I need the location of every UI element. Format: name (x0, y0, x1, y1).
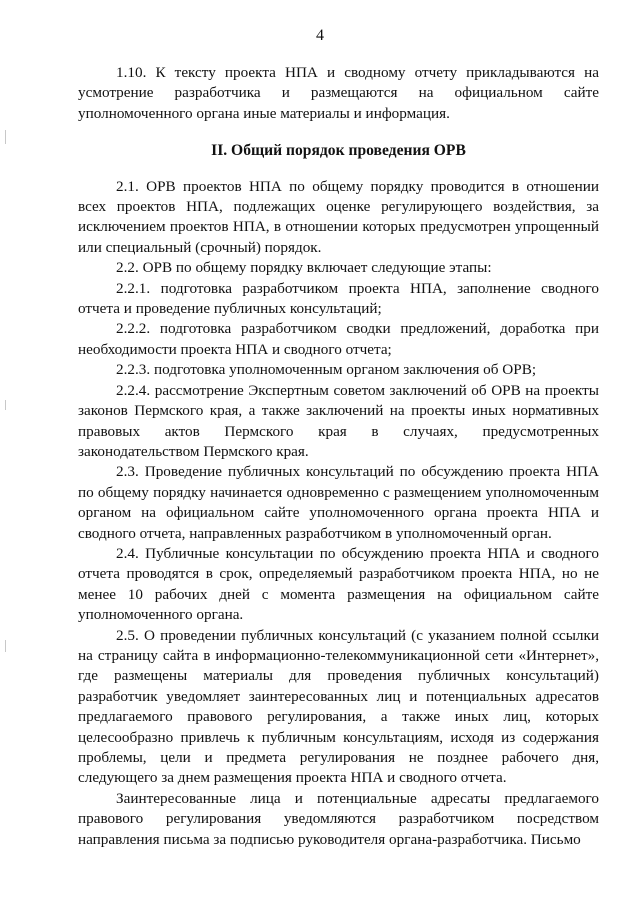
section-heading: II. Общий порядок проведения ОРВ (211, 142, 466, 160)
paragraph-2-2-3: 2.2.3. подготовка уполномоченным органом заключения об ОРВ; (116, 361, 537, 379)
paragraph-2-2: 2.2. ОРВ по общему порядку включает следующие этапы: (116, 259, 492, 277)
document-body (78, 63, 599, 850)
paragraph-notification: Заинтересованные лица и потенциальные адресаты предлагаемого правового регулирования уведомляются разработчиком посредством направления письма за подписью руководителя органа-разработчика. Письмо (78, 789, 599, 848)
paragraph-2-2-4: 2.2.4. рассмотрение Экспертным советом заключений об ОРВ на проекты законов Пермского края, а также заключений на проекты иных нормативных правовых актов Пермского края в случаях, предусмотренных законодательством Пермского края. (78, 381, 599, 460)
paragraph-2-2-1: 2.2.1. подготовка разработчиком проекта НПА, заполнение сводного отчета и проведение публичных консультаций; (78, 279, 599, 318)
scan-artifact (5, 400, 6, 410)
paragraph-2-2-2: 2.2.2. подготовка разработчиком сводки предложений, доработка при необходимости проекта НПА и сводного отчета; (78, 320, 599, 358)
paragraph-2-5: 2.5. О проведении публичных консультаций (с указанием полной ссылки на страницу сайта в информационно-телекоммуникационной сети «Интернет», где размещены материалы для проведения публичных консультаций) разработчик уведомляет заинтересованных лиц и потенциальных адресатов предлагаемого правового регулирования, а также иных лиц, которых целесообразно привлечь к публичным консультациям, исходя из содержания проблемы, цели и предмета регулирования не позднее рабочего дня, следующего за днем размещения проекта НПА и сводного отчета. (78, 626, 599, 787)
paragraph-2-4: 2.4. Публичные консультации по обсуждению проекта НПА и сводного отчета проводятся в срок, определяемый разработчиком проекта НПА, но не менее 10 рабочих дней с момента размещения на официальном сайте уполномоченного органа. (78, 544, 599, 624)
scan-artifact (5, 130, 6, 144)
paragraph-2-1: 2.1. ОРВ проектов НПА по общему порядку проводится в отношении всех проектов НПА, подлежащих оценке регулирующего воздействия, за исключением проектов НПА, в отношении которых предусмотрен упрощенный или специальный (срочный) порядок. (78, 177, 599, 256)
scan-artifact (5, 640, 6, 652)
page-number: 4 (316, 27, 324, 44)
paragraph-1-10: 1.10. К тексту проекта НПА и сводному отчету прикладываются на усмотрение разработчика и размещаются на официальном сайте уполномоченного органа иные материалы и информация. (78, 64, 599, 122)
paragraph-2-3: 2.3. Проведение публичных консультаций по обсуждению проекта НПА по общему порядку начинается одновременно с размещением уполномоченным органом на официальном сайте уполномоченного органа проекта НПА и сводного отчета, направленных разработчиком в уполномоченный орган. (78, 463, 599, 542)
